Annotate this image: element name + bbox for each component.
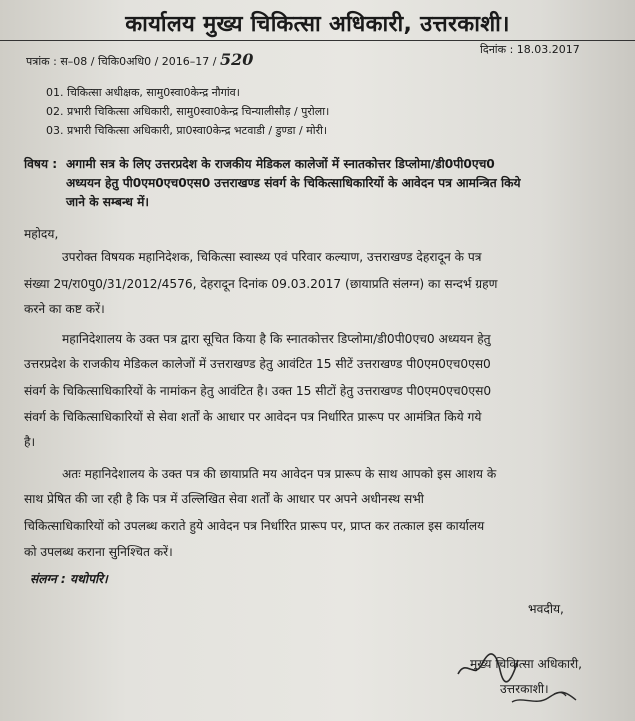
recipient-2: 02. प्रभारी चिकित्सा अधिकारी, सामु0स्वा0केन्द्र चिन्यालीसौड़ / पुरोला। <box>46 105 330 118</box>
recipient-1: 01. चिकित्सा अधीक्षक, सामु0स्वा0केन्द्र नौगांव। <box>46 86 240 99</box>
subject-line-3: जाने के सम्बन्ध में। <box>66 195 149 209</box>
para2-line-2: उत्तरप्रदेश के राजकीय मेडिकल कालेजों में उत्तराखण्ड हेतु आवंटित 15 सीटें उत्तराखण्ड पी0एम0एच0एस0 <box>24 357 491 371</box>
subject-label: विषय : <box>24 157 58 171</box>
para3-line-4: को उपलब्ध कराना सुनिश्चित करें। <box>24 545 173 559</box>
para3-line-3: चिकित्साधिकारियों को उपलब्ध कराते हुये आवेदन पत्र निर्धारित प्रारूप पर, प्राप्त कर तत्काल इस कार्यालय <box>24 519 485 533</box>
para2-line-3: संवर्ग के चिकित्साधिकारियों के नामांकन हेतु आवंटित है। उक्त 15 सीटों हेतु उत्तराखण्ड पी0एम0एच0एस0 <box>24 384 492 398</box>
para3-line-2: साथ प्रेषित की जा रही है कि पत्र में उल्लिखित सेवा शर्तों के आधार पर अपने अधीनस्थ सभी <box>24 492 424 506</box>
recipient-3: 03. प्रभारी चिकित्सा अधिकारी, प्रा0स्वा0केन्द्र भटवाडी / डुण्डा / मोरी। <box>46 124 328 137</box>
para2-line-5: है। <box>24 435 36 449</box>
subject-line-2: अध्ययन हेतु पी0एम0एच0एस0 उत्तराखण्ड संवर्ग के चिकित्साधिकारियों के आवेदन पत्र आमन्त्रित किये <box>66 176 521 190</box>
para1-line-2: संख्या 2प/रा0पु0/31/2012/4576, देहरादून दिनांक 09.03.2017 (छायाप्रति संलग्न) का सन्दर्भ ग्रहण <box>24 277 498 291</box>
para1-line-3: करने का कष्ट करें। <box>24 302 105 316</box>
para2-line-4: संवर्ग के चिकित्साधिकारियों से सेवा शर्तों के आधार पर आवेदन पत्र निर्धारित प्रारूप पर आमंत्रित किये गये <box>24 410 482 424</box>
para1-line-1: उपरोक्त विषयक महानिदेशक, चिकित्सा स्वास्थ्य एवं परिवार कल्याण, उत्तराखण्ड देहरादून के पत्र <box>62 250 482 264</box>
closing-phrase: भवदीय, <box>528 602 564 616</box>
reference-label: पत्रांक : स–08 / चिकि0अधि0 / 2016–17 / <box>26 55 217 68</box>
handwritten-dispatch-number: 520 <box>220 50 254 69</box>
para3-line-1: अतः महानिदेशालय के उक्त पत्र की छायाप्रति मय आवेदन पत्र प्रारूप के साथ आपको इस आशय के <box>62 467 497 481</box>
letter-date: दिनांक : 18.03.2017 <box>480 43 580 56</box>
signature-scribble-icon <box>452 640 592 710</box>
salutation: महोदय, <box>24 227 59 241</box>
reference-number <box>26 50 253 69</box>
para2-line-1: महानिदेशालय के उक्त पत्र द्वारा सूचित किया है कि स्नातकोत्तर डिप्लोमा/डी0पी0एच0 अध्ययन हेतु <box>62 332 491 346</box>
signatory-designation: मुख्य चिकित्सा अधिकारी, <box>470 657 583 671</box>
subject-line-1: अगामी सत्र के लिए उत्तरप्रदेश के राजकीय मेडिकल कालेजों में स्नातकोत्तर डिप्लोमा/डी0पी0एच0 <box>66 157 495 171</box>
header-divider <box>0 40 635 41</box>
enclosure-note: संलग्न : यथोपरि। <box>30 572 108 586</box>
office-title: कार्यालय मुख्य चिकित्सा अधिकारी, उत्तरकाशी। <box>125 12 510 37</box>
signatory-office: उत्तरकाशी। <box>500 682 549 696</box>
